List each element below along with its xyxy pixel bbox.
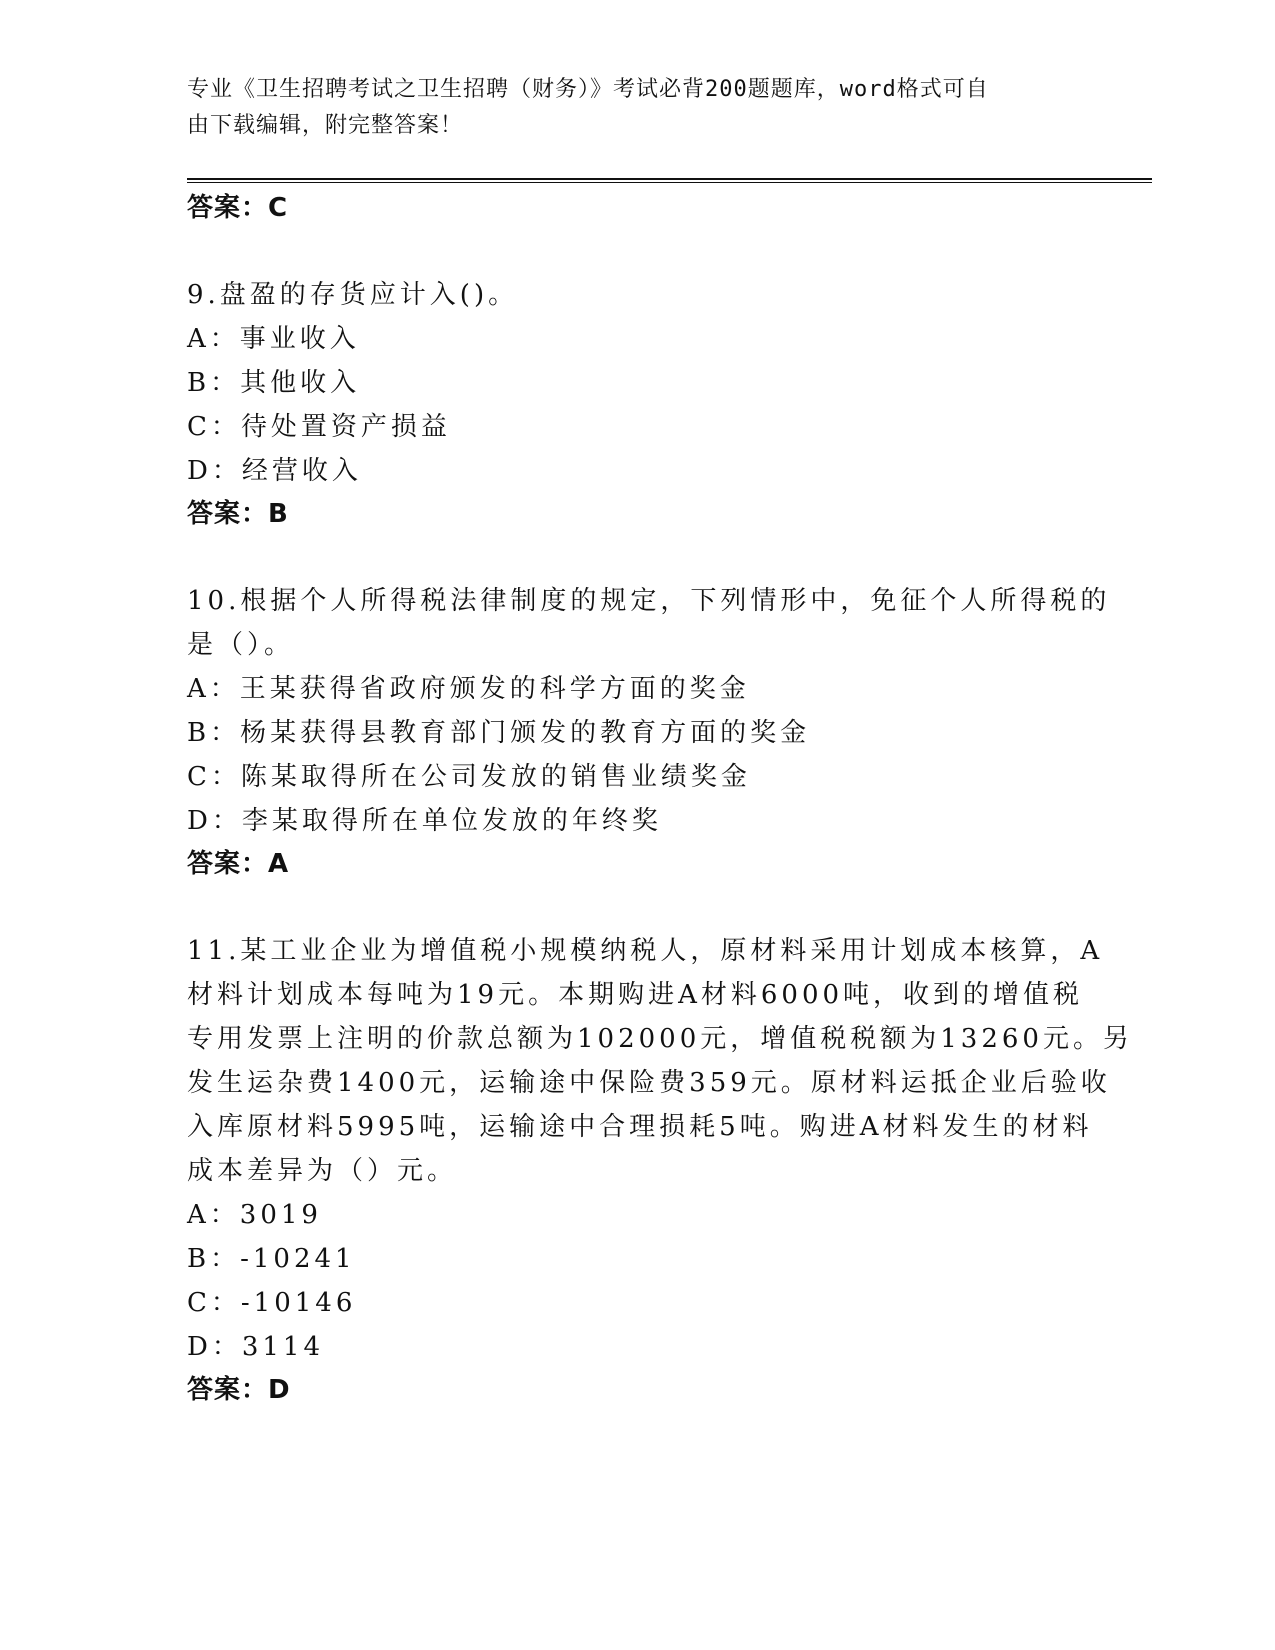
q10-option-b: B：杨某获得县教育部门颁发的教育方面的奖金 xyxy=(187,718,811,748)
q11-question-line-3: 专用发票上注明的价款总额为102000元，增值税税额为13260元。另 xyxy=(187,1024,1133,1054)
q11-question-line-1: 11.某工业企业为增值税小规模纳税人，原材料采用计划成本核算，A xyxy=(187,936,1104,966)
q11-option-d: D：3114 xyxy=(187,1332,325,1362)
answer-prev: 答案：C xyxy=(187,193,289,223)
q10-answer: 答案：A xyxy=(187,849,290,879)
header-intro-line-1: 专业《卫生招聘考试之卫生招聘（财务）》考试必背200题题库，word格式可自 xyxy=(187,77,989,102)
q10-question-line-1: 10.根据个人所得税法律制度的规定，下列情形中，免征个人所得税的 xyxy=(187,586,1111,616)
q9-answer: 答案：B xyxy=(187,499,289,529)
q9-option-c: C：待处置资产损益 xyxy=(187,412,451,442)
q11-question-line-5: 入库原材料5995吨，运输途中合理损耗5吨。购进A材料发生的材料 xyxy=(187,1112,1093,1142)
q10-option-d: D：李某取得所在单位发放的年终奖 xyxy=(187,806,662,836)
q9-option-d: D：经营收入 xyxy=(187,456,362,486)
header-rule-thin xyxy=(187,182,1152,183)
q11-option-c: C：-10146 xyxy=(187,1288,357,1318)
q9-option-b: B：其他收入 xyxy=(187,368,361,398)
q9-option-a: A：事业收入 xyxy=(187,324,360,354)
q10-option-a: A：王某获得省政府颁发的科学方面的奖金 xyxy=(187,674,750,704)
q11-question-line-2: 材料计划成本每吨为19元。本期购进A材料6000吨，收到的增值税 xyxy=(187,980,1084,1010)
q11-question-line-4: 发生运杂费1400元，运输途中保险费359元。原材料运抵企业后验收 xyxy=(187,1068,1111,1098)
q11-question-line-6: 成本差异为（）元。 xyxy=(187,1156,458,1186)
q11-option-a: A：3019 xyxy=(187,1200,322,1230)
q10-question-line-2: 是（）。 xyxy=(187,630,295,660)
header-intro-line-2: 由下载编辑，附完整答案！ xyxy=(187,113,464,138)
q11-option-b: B：-10241 xyxy=(187,1244,356,1274)
q9-question: 9.盘盈的存货应计入()。 xyxy=(187,280,519,310)
document-header xyxy=(187,72,1067,144)
q11-answer: 答案：D xyxy=(187,1375,291,1405)
q10-option-c: C：陈某取得所在公司发放的销售业绩奖金 xyxy=(187,762,751,792)
header-rule-thick xyxy=(187,178,1152,180)
